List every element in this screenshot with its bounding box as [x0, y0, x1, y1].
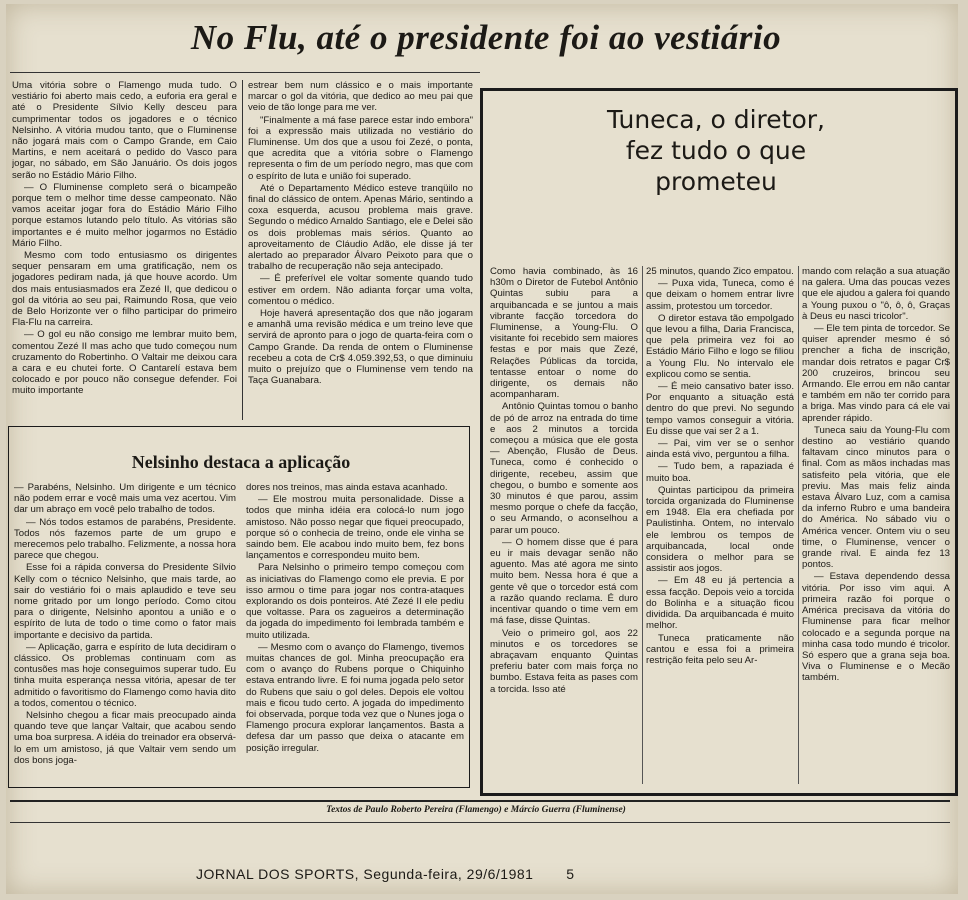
nelsinho-article-column-1 [14, 482, 236, 782]
tuneca-article-column-1 [490, 266, 638, 784]
credits-rule-bottom [10, 822, 950, 823]
paragraph: — Aplicação, garra e espírito de luta decidiram o clássico. Os problemas continuam com as contusões mas hoje conseguimos superar tudo. Eu tinha muita esperança nessa vitória, apesar de ter admitido o favoritismo do Flamengo como havia dito a todos, comentou o técnico. [14, 641, 236, 709]
headline-rule [10, 72, 480, 73]
paragraph: Para Nelsinho o primeiro tempo começou com as iniciativas do Flamengo como ele previa. E por isso armou o time para jogar nos contra-ataques explorando os dois ponteiros. Até Zezé II ele pediu que voltasse. Para os zagueiros a determinação da jogada do impedimento foi lembrada também e muito utilizada. [246, 562, 464, 641]
column-divider [642, 266, 643, 784]
paragraph: Quintas participou da primeira torcida organizada do Fluminense em 1948. Ela era chefiada por Paulistinha. Ontem, no intervalo ele lembrou os tempos de arquibancada, local onde considera o melhor para se assistir aos jogos. [646, 484, 794, 575]
paragraph: Tuneca saiu da Young-Flu com destino ao vestiário quando faltavam cinco minutos para o final. Com as mãos inchadas mas satisfeito pela vitória, que ele previu. Mas mais feliz ainda estava Álvaro Luz, com a camisa da inferno Rubro e uma bandeira do América. No sábado viu o América vencer. Ontem viu o seu time, o Fluminense, vencer o grande rival. E ainda fez 13 pontos. [802, 424, 950, 571]
nelsinho-article-column-2 [246, 482, 464, 782]
paragraph: Esse foi a rápida conversa do Presidente Sílvio Kelly com o técnico Nelsinho, que mais tarde, ao sair do vestiário foi o mais aplaudido e teve seu nome gritado por um longo período. Como citou para o dirigente, Nelsinho apontou a união e o espírito de luta de todo o time como o fator mais importante e decisivo da partida. [14, 562, 236, 641]
credits-rule-top [10, 800, 950, 802]
paragraph: Uma vitória sobre o Flamengo muda tudo. O vestiário foi aberto mais cedo, a euforia era geral e até o Presidente Sílvio Kelly desceu para cumprimentar todos os jogadores e o técnico Nelsinho. A vitória mudou tanto, que o Fluminense não jogará mais com o Campo Grande, em Caio Martins, e nem aceitará o pedido do Vasco para jogar, no sábado, em São Januário. Os dois jogos serão no Estádio Mário Filho. [12, 80, 237, 181]
paragraph: mando com relação a sua atuação na galera. Uma das poucas vezes que ele ajudou a galera foi quando a Young puxou o "ô, ô, ô, Graças à Deus eu nasci tricolor". [802, 266, 950, 322]
paragraph: — O Fluminense completo será o bicampeão porque tem o melhor time desse campeonato. Não vamos aceitar jogar fora do Estádio Mário Filho porque estamos lutando pelo título. As vitórias são importantes e é muito melhor jogarmos no Estádio Mário Filho. [12, 181, 237, 249]
tuneca-article-column-3 [802, 266, 950, 784]
column-divider [798, 266, 799, 784]
paragraph: — Pai, vim ver se o senhor ainda está vivo, perguntou a filha. [646, 438, 794, 461]
main-article-column-1 [12, 80, 237, 418]
paragraph: — Ele tem pinta de torcedor. Se quiser aprender mesmo é só prencher a ficha de inscrição, mandar dois retratos e pagar Cr$ 200 cruzeiros, brincou seu Armando. Ele errou em não cantar e também em não ter corrido para a briga. Mas vindo para cá ele vai aprender rápido. [802, 323, 950, 424]
paragraph: — Em 48 eu já pertencia a essa facção. Depois veio a torcida do Bolinha e a situação ficou dividida. Da arquibancada é muito melhor. [646, 575, 794, 632]
page-headline: No Flu, até o presidente foi ao vestiário [190, 18, 782, 57]
footer-paper-date: JORNAL DOS SPORTS, Segunda-feira, 29/6/1981 [196, 866, 534, 882]
paragraph: Até o Departamento Médico esteve tranqüilo no final do clássico de ontem. Apenas Mário, sentindo a coxa esquerda, acusou problema mais grave. Segundo o médico Arnaldo Santiago, ele e Delei são os dois problemas mais sérios. Quanto ao aproveitamento de Cláudio Adão, ele disse já ter alertado ao preparador Álvaro Peixoto para que o trabalho de recuperação não seja antecipado. [248, 182, 473, 273]
tuneca-article-column-2 [646, 266, 794, 784]
tuneca-article-title: Tuneca, o diretor, fez tudo o que prometeu [607, 105, 825, 196]
credits-line: Textos de Paulo Roberto Pereira (Flamengo) e Márcio Guerra (Fluminense) [326, 805, 626, 815]
paragraph: — Puxa vida, Tuneca, como é que deixam o homem entrar livre assim, protestou um torcedor. [646, 278, 794, 312]
newspaper-footer [196, 866, 796, 882]
paragraph: Veio o primeiro gol, aos 22 minutos e os torcedores se abraçavam enquanto Quintas preferiu bater com mais força no bumbo. Estava feita as pases com a torcida. Isso até [490, 627, 638, 695]
paragraph: Mesmo com todo entusiasmo os dirigentes sequer pensaram em uma gratificação, nem os jogadores pediram nada, já que houve acordo. Um dos mais entusiasmados era Zezé II, que dedicou o gol da vitória ao seu pai, Raimundo Rosa, que veio de Belo Horizonte ver o filho participar do primeiro Fla-Flu na carreira. [12, 250, 237, 329]
paragraph: Hoje haverá apresentação dos que não jogaram e amanhã uma revisão médica e um treino leve que servirá de apronto para o jogo de quarta-feira com o Campo Grande. Da renda de ontem o Fluminense recebeu a cota de Cr$ 4.059.392,53, o que diminuiu muito o prejuízo que o Fluminense vem tendo na Taça Guanabara. [248, 308, 473, 387]
paragraph: — O gol eu não consigo me lembrar muito bem, comentou Zezé II mas acho que tudo começou num cruzamento do Robertinho. O Valtair me deixou cara a cara e eu chutei forte. O Cantarelí estava bem colocado e por pouco não consegue defender. Foi muito importante [12, 329, 237, 397]
paragraph: — Estava dependendo dessa vitória. Por isso vim aqui. A primeira razão foi porque o América precisava da vitória do Fluminense para ficar melhor colocado e a segunda porque na minha casa todo mundo é tricolor. Só espero que a grana seja boa. Viva o Fluminense e o Mecão também. [802, 571, 950, 684]
paragraph: Como havia combinado, às 16 h30m o Diretor de Futebol Antônio Quintas subiu para a arquibancada e se juntou a mais vibrante facção torcedora do Fluminense, a Young-Flu. O visitante foi recebido sem maiores festas e por mais que Zezé, Relações Públicas da torcida, tentasse entoar o nome do dirigente, os demais não acompanharam. [490, 266, 638, 401]
paragraph: — O homem disse que é para eu ir mais devagar senão não aguento. Mas até agora me sinto muito bem. Nessa hora é que a gente vê que o torcedor está com a razão quando reclama. É duro incentivar quando o time vem em má fase, disse Quintas. [490, 536, 638, 627]
newspaper-clipping [6, 4, 958, 894]
paragraph: Antônio Quintas tomou o banho de pó de arroz na entrada do time e aos 2 minutos a torcida começou a música que ele gosta — Abenção, Flusão de Deus. Tuneca, como é conhecido o dirigente, recebeu, assim que chegou, o bumbo e somente aos 30 minutos é que parou, assim mesmo porque o chefe da facção, o seu Armando, o aconselhou a parar um pouco. [490, 401, 638, 536]
paragraph: "Finalmente a má fase parece estar indo embora" foi a expressão mais utilizada no vestiário do Fluminense. Um dos que a usou foi Zezé, o ponta, que acredita que a vitória sobre o Flamengo representa o fim de um período negro, mas que com o espírito de luta e união foi superado. [248, 114, 473, 182]
paragraph: 25 minutos, quando Zico empatou. [646, 266, 794, 277]
paragraph: — Tudo bem, a rapaziada é muito boa. [646, 461, 794, 484]
main-article-column-2 [248, 80, 473, 418]
paragraph: — Nós todos estamos de parabéns, Presidente. Todos nós fazemos parte de um grupo e merecemos pelo trabalho. Felizmente, a nossa hora parece que chegou. [14, 516, 236, 562]
paragraph: — É preferível ele voltar somente quando tudo estiver em ordem. Não adianta forçar uma volta, comentou o médico. [248, 273, 473, 307]
paragraph: estrear bem num clássico e o mais importante marcar o gol da vitória, que dedico ao meu pai que veio de tão longe para me ver. [248, 80, 473, 114]
paragraph: — É meio cansativo bater isso. Por enquanto a situação está dentro do que previ. No segundo tempo vamos conseguir a vitória. Eu disse que vai ser 2 a 1. [646, 381, 794, 437]
paragraph: O diretor estava tão empolgado que levou a filha, Daria Francisca, que pela primeira vez foi ao Estádio Mário Filho e logo se filiou a Young Flu. No intervalo ele explicou como se sentia. [646, 312, 794, 380]
paragraph: — Ele mostrou muita personalidade. Disse a todos que minha idéia era colocá-lo num jogo amistoso. Não posso negar que fiquei preocupado, porque só o conhecia de treino, onde ele vinha se saindo bem. Ele acabou indo muito bem, fez bons lançamentos e correspondeu muito bem. [246, 494, 464, 562]
paragraph: Tuneca praticamente não cantou e essa foi a primeira restrição feita pelo seu Ar- [646, 632, 794, 666]
footer-page-number: 5 [566, 866, 575, 882]
column-divider [242, 80, 243, 420]
paragraph: — Parabéns, Nelsinho. Um dirigente e um técnico não podem errar e você mais uma vez acertou. Vim dar um abraço em você pelo trabalho de todos. [14, 482, 236, 516]
paragraph: Nelsinho chegou a ficar mais preocupado ainda quando teve que lançar Valtair, que acabou sendo uma boa surpresa. A idéia do treinador era observá-lo em um amistoso, já que Valtair vem sendo um dos bons joga- [14, 710, 236, 766]
nelsinho-article-title: Nelsinho destaca a aplicação [131, 452, 351, 472]
paragraph: — Mesmo com o avanço do Flamengo, tivemos muitas chances de gol. Minha preocupação era com o avanço do Rubens porque o Chiquinho estava entrando livre. E foi numa jogada pelo setor do Rubens que saiu o gol deles. Depois ele voltou mais e ficou tudo certo. A jogada do impedimento foi observada, porque toda vez que o Nunes joga o Flamengo procura explorar lançamentos. Basta a defesa dar um passo que deixa o atacante em posição irregular. [246, 641, 464, 754]
paragraph: dores nos treinos, mas ainda estava acanhado. [246, 482, 448, 493]
